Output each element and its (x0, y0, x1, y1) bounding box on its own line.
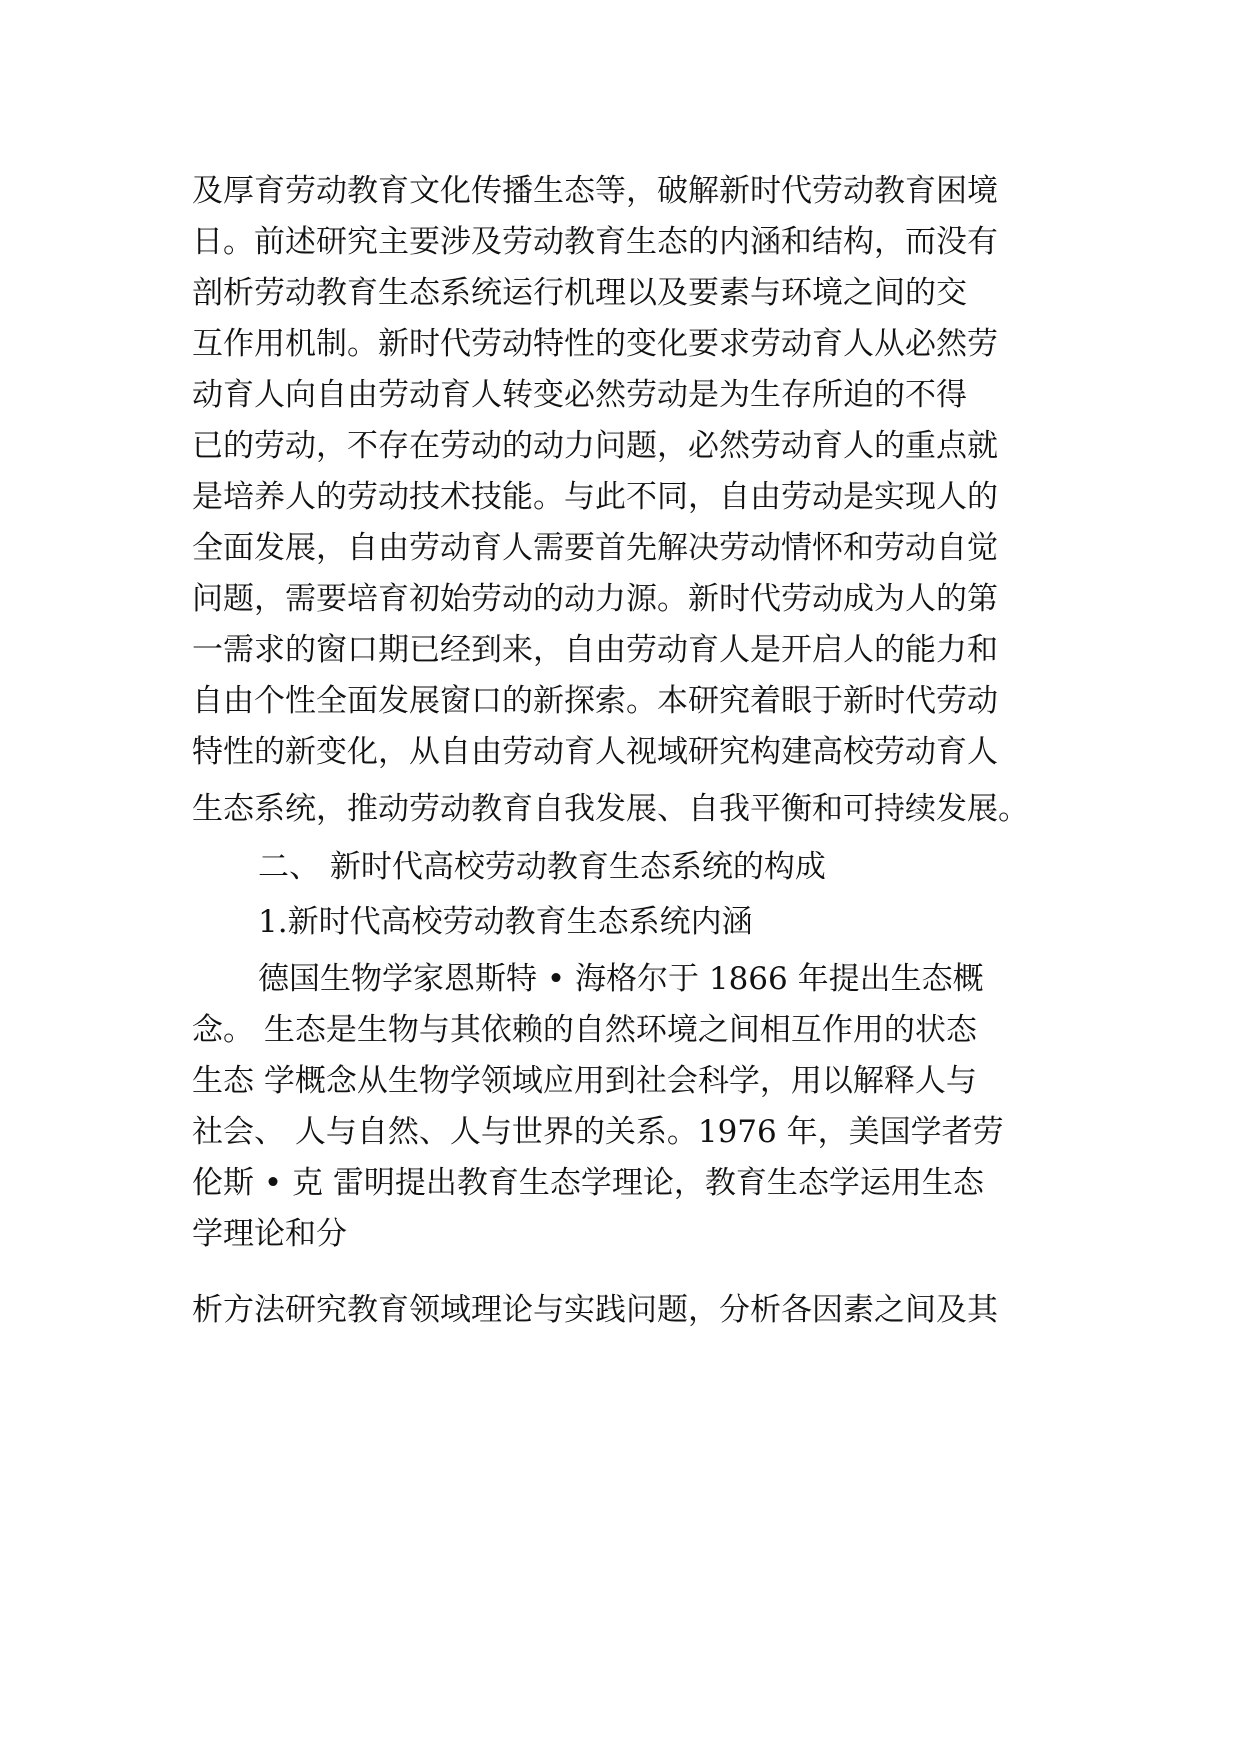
text-line: 已的劳动，不存在劳动的动力问题，必然劳动育人的重点就 (192, 428, 998, 464)
text-line: 一需求的窗口期已经到来，自由劳动育人是开启人的能力和 (192, 632, 998, 668)
text-line: 互作用机制。新时代劳动特性的变化要求劳动育人从必然劳 (192, 326, 998, 362)
text-line: 伦斯 • 克 雷明提出教育生态学理论，教育生态学运用生态 (192, 1165, 984, 1201)
text-line: 全面发展，自由劳动育人需要首先解决劳动情怀和劳动自觉 (192, 530, 998, 566)
text-line: 及厚育劳动教育文化传播生态等，破解新时代劳动教育困境 (192, 173, 998, 209)
text-line: 学理论和分 (192, 1216, 347, 1252)
text-line: 生态 学概念从生物学领域应用到社会科学，用以解释人与 (192, 1063, 977, 1099)
text-line: 德国生物学家恩斯特 • 海格尔于 1866 年提出生态概 (258, 961, 984, 997)
subsection-heading: 1.新时代高校劳动教育生态系统内涵 (258, 904, 753, 940)
text-line: 问题，需要培育初始劳动的动力源。新时代劳动成为人的第 (192, 581, 998, 617)
text-line: 生态系统，推动劳动教育自我发展、自我平衡和可持续发展。 (192, 791, 1029, 827)
text-line: 自由个性全面发展窗口的新探索。本研究着眼于新时代劳动 (192, 683, 998, 719)
section-heading: 二、 新时代高校劳动教育生态系统的构成 (258, 849, 826, 885)
text-line: 是培养人的劳动技术技能。与此不同，自由劳动是实现人的 (192, 479, 998, 515)
text-line: 动育人向自由劳动育人转变必然劳动是为生存所迫的不得 (192, 377, 967, 413)
text-line: 日。前述研究主要涉及劳动教育生态的内涵和结构，而没有 (192, 224, 998, 260)
text-line: 社会、 人与自然、人与世界的关系。1976 年，美国学者劳 (192, 1114, 1004, 1150)
text-line: 念。 生态是生物与其依赖的自然环境之间相互作用的状态 (192, 1012, 977, 1048)
text-line: 剖析劳动教育生态系统运行机理以及要素与环境之间的交 (192, 275, 967, 311)
text-line: 特性的新变化，从自由劳动育人视域研究构建高校劳动育人 (192, 734, 998, 770)
text-line: 析方法研究教育领域理论与实践问题，分析各因素之间及其 (192, 1292, 998, 1328)
